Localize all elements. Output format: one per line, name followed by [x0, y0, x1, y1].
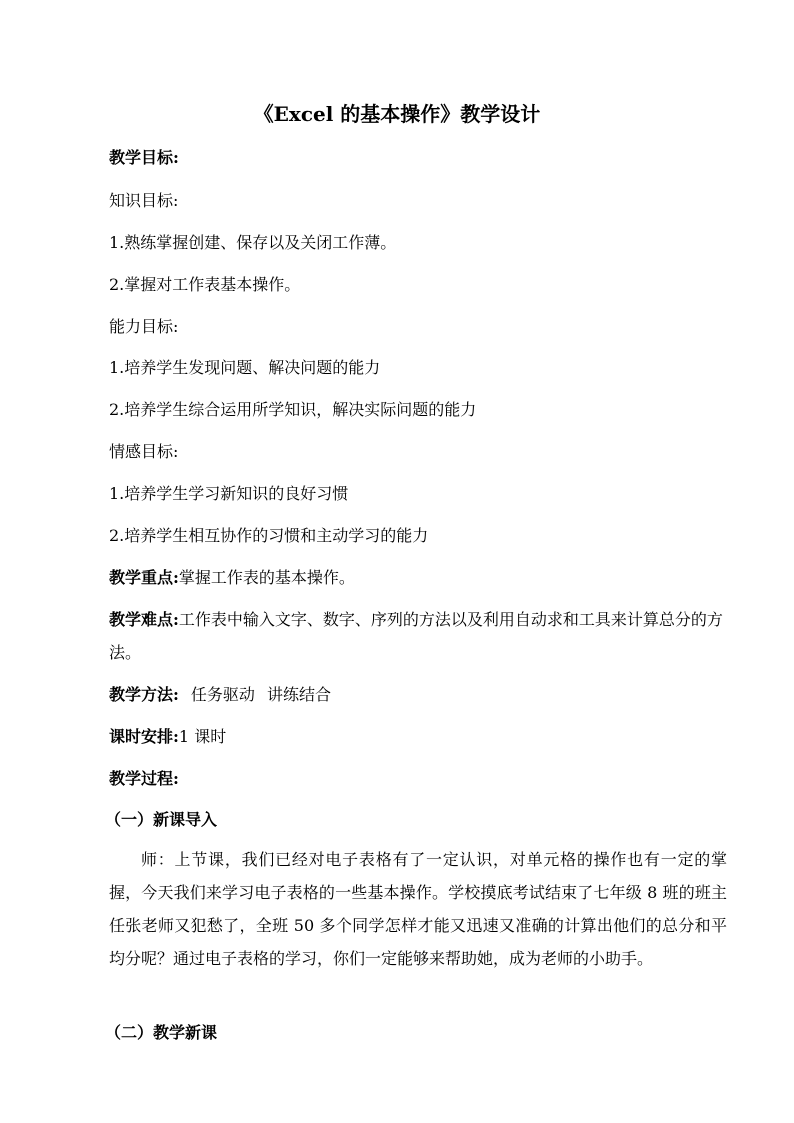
- difficulty-text: 工作表中输入文字、数字、序列的方法以及利用自动求和工具来计算总分的方法。: [109, 610, 723, 662]
- emotion-heading: 情感目标:: [109, 442, 179, 461]
- difficulty-label: 教学难点:: [109, 610, 179, 629]
- key-point-label: 教学重点:: [109, 568, 179, 587]
- method-item-2: 讲练结合: [266, 685, 331, 704]
- process-heading: 教学过程:: [109, 769, 179, 788]
- emotion-item-2: 2.培养学生相互协作的习惯和主动学习的能力: [109, 526, 429, 545]
- knowledge-heading: 知识目标:: [109, 191, 179, 210]
- intro-paragraph: 师：上节课，我们已经对电子表格有了一定认识，对单元格的操作也有一定的掌握，今天我们来学习电子表格的一些基本操作。学校摸底考试结束了七年级 8 班的班主任张老师又犯愁了，全班 50 多个同学怎样才能又迅速又准确的计算出他们的总分和平均分呢？通过电子表格的学习，你们一定能够来帮助她，成为老师的小助手。: [109, 850, 727, 968]
- schedule-text: 1 课时: [178, 727, 227, 746]
- method-label: 教学方法:: [109, 685, 179, 704]
- schedule-label: 课时安排:: [109, 727, 179, 746]
- section-heading-new-lesson: （二）教学新课: [105, 1023, 218, 1042]
- emotion-item-1: 1.培养学生学习新知识的良好习惯: [109, 484, 349, 503]
- document-title: 《Excel 的基本操作》教学设计: [253, 102, 541, 126]
- difficulty-paragraph: [109, 603, 726, 669]
- key-point-text: 掌握工作表的基本操作。: [178, 568, 355, 587]
- goals-heading: 教学目标:: [109, 148, 179, 167]
- method-line: [109, 684, 331, 706]
- key-point-line: [109, 567, 355, 589]
- ability-heading: 能力目标:: [109, 317, 179, 336]
- section-heading-intro: （一）新课导入: [105, 810, 218, 829]
- ability-item-1: 1.培养学生发现问题、解决问题的能力: [109, 358, 381, 377]
- ability-item-2: 2.培养学生综合运用所学知识，解决实际问题的能力: [109, 400, 477, 419]
- knowledge-item-2: 2.掌握对工作表基本操作。: [109, 275, 301, 294]
- method-item-1: 任务驱动: [190, 685, 255, 704]
- knowledge-item-1: 1.熟练掌握创建、保存以及关闭工作薄。: [109, 233, 397, 252]
- schedule-line: [109, 726, 226, 748]
